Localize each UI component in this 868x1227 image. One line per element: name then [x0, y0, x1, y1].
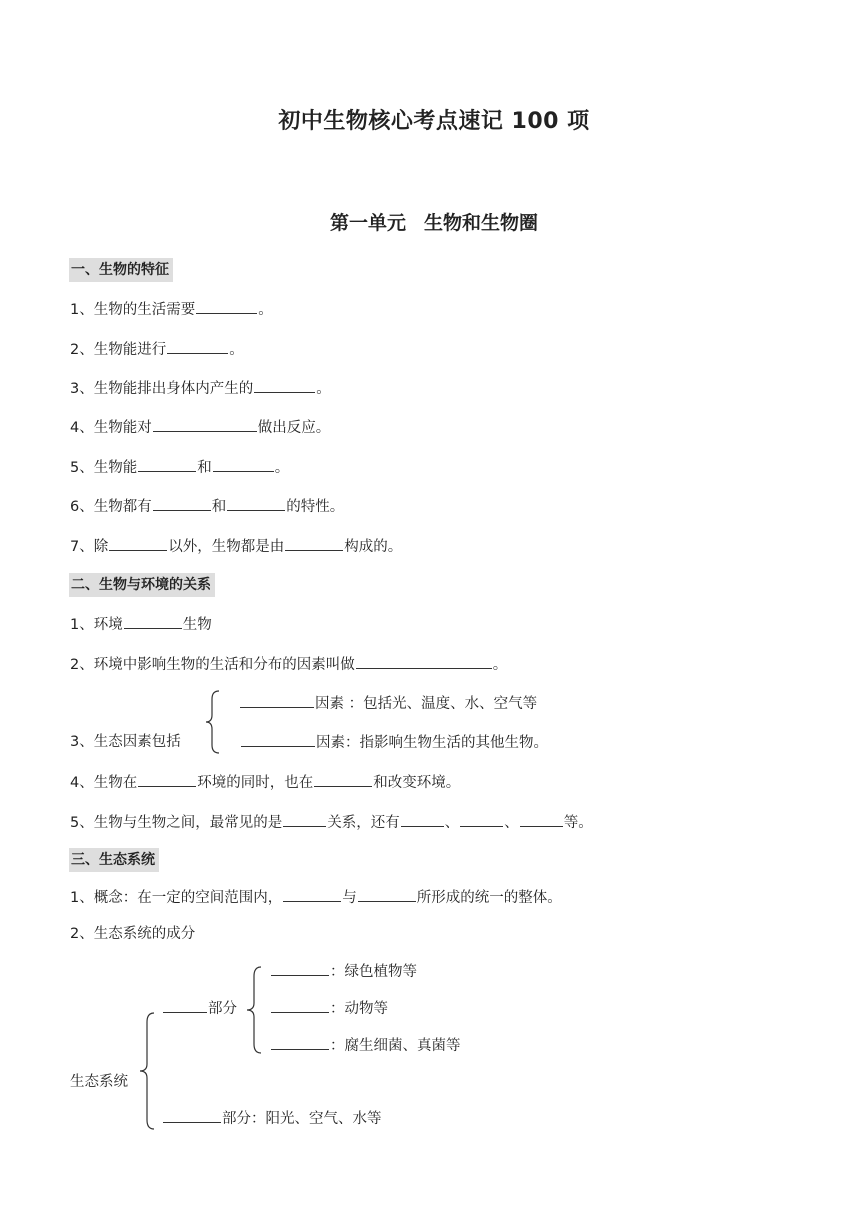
- item-1-4: 4、生物能对 做出反应。: [70, 416, 330, 438]
- fill-blank[interactable]: [227, 495, 285, 511]
- fill-blank[interactable]: [163, 1107, 221, 1123]
- fill-blank[interactable]: [241, 731, 315, 747]
- item-1-6: 6、生物都有 和 的特性。: [70, 495, 344, 517]
- unit-heading: [0, 208, 868, 235]
- item-1-3: 3、生物能排出身体内产生的 。: [70, 377, 331, 399]
- left-brace-icon: [245, 966, 263, 1054]
- fill-blank[interactable]: [460, 811, 503, 827]
- item-1-7: 7、除 以外，生物都是由 构成的。: [70, 535, 402, 557]
- tree-biotic-part: 部分: [162, 997, 237, 1019]
- fill-blank[interactable]: [138, 771, 196, 787]
- unit-name: 生物和生物圈: [424, 212, 539, 234]
- item-2-3-abiotic: 因素 ：包括光、温度、水、空气等: [239, 692, 537, 714]
- item-2-1: 1、环境 生物: [70, 613, 212, 635]
- fill-blank[interactable]: [153, 416, 257, 432]
- fill-blank[interactable]: [356, 653, 492, 669]
- left-brace-icon: [138, 1012, 156, 1130]
- item-2-3-biotic: 因素：指影响生物生活的其他生物。: [240, 731, 548, 753]
- item-1-2: 2、生物能进行 。: [70, 338, 244, 360]
- item-2-3: 3、生态因素包括: [70, 734, 181, 750]
- fill-blank[interactable]: [283, 886, 341, 902]
- fill-blank[interactable]: [285, 535, 343, 551]
- fill-blank[interactable]: [358, 886, 416, 902]
- item-2-4: 4、生物在 环境的同时，也在 和改变环境。: [70, 771, 460, 793]
- tree-abiotic-part: 部分：阳光、空气、水等: [162, 1107, 382, 1129]
- item-3-1: 1、概念：在一定的空间范围内， 与 所形成的统一的整体。: [70, 886, 562, 908]
- left-brace-icon: [205, 690, 221, 754]
- item-1-1: 1、生物的生活需要 。: [70, 298, 273, 320]
- section-heading-2: 二、生物与环境的关系: [69, 573, 215, 597]
- section-heading-1: 一、生物的特征: [69, 258, 173, 282]
- fill-blank[interactable]: [254, 377, 315, 393]
- tree-root: 生态系统: [70, 1074, 128, 1090]
- tree-producer: ：绿色植物等: [270, 960, 417, 982]
- fill-blank[interactable]: [196, 298, 257, 314]
- fill-blank[interactable]: [271, 1034, 329, 1050]
- item-3-2: 2、生态系统的成分: [70, 926, 196, 942]
- tree-consumer: ：动物等: [270, 997, 388, 1019]
- item-2-5: 5、生物与生物之间，最常见的是 关系，还有 、 、 等。: [70, 811, 593, 833]
- fill-blank[interactable]: [163, 997, 207, 1013]
- item-1-5: 5、生物能 和 。: [70, 456, 289, 478]
- fill-blank[interactable]: [124, 613, 182, 629]
- item-2-2: 2、环境中影响生物的生活和分布的因素叫做 。: [70, 653, 507, 675]
- fill-blank[interactable]: [213, 456, 274, 472]
- unit-number: 第一单元: [329, 212, 406, 234]
- fill-blank[interactable]: [401, 811, 444, 827]
- fill-blank[interactable]: [283, 811, 326, 827]
- tree-decomposer: ：腐生细菌、真菌等: [270, 1034, 461, 1056]
- fill-blank[interactable]: [153, 495, 211, 511]
- fill-blank[interactable]: [138, 456, 196, 472]
- fill-blank[interactable]: [167, 338, 228, 354]
- fill-blank[interactable]: [271, 997, 329, 1013]
- section-heading-3: 三、生态系统: [69, 848, 159, 872]
- fill-blank[interactable]: [520, 811, 563, 827]
- fill-blank[interactable]: [314, 771, 372, 787]
- fill-blank[interactable]: [240, 692, 314, 708]
- document-title: 初中生物核心考点速记 100 项: [278, 109, 590, 134]
- fill-blank[interactable]: [271, 960, 329, 976]
- fill-blank[interactable]: [109, 535, 167, 551]
